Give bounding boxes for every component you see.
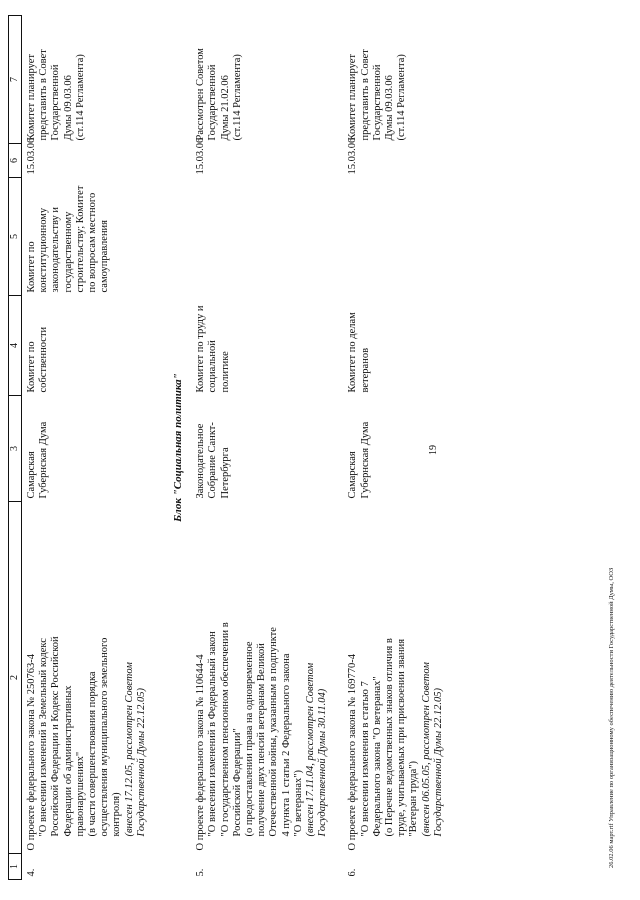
row-number: 6. [347, 868, 359, 877]
bill-submission-note: (внесен 06.05.05, рассмотрен Советом [420, 662, 432, 837]
table-row [191, 16, 343, 880]
status-line: представить в Совет [38, 49, 50, 141]
status [22, 16, 163, 144]
status-line: Думы 21.02.06 [219, 75, 231, 141]
bill-text-line: "О государственном пенсионном обеспечении в [219, 622, 231, 837]
table-body-after-section [191, 16, 459, 880]
review-date: 15.03.06 [195, 137, 207, 175]
bills-table [8, 15, 459, 880]
review-date: 15.03.06 [26, 137, 37, 175]
table-row [22, 16, 163, 880]
column-number: 2 [9, 502, 22, 854]
bill-text-line: Российской Федерации и Кодекс Российской [50, 636, 62, 837]
status-line: Рассмотрен Советом [195, 48, 207, 141]
status-line: (ст.114 Регламента) [231, 54, 243, 141]
bill-text-line: 4 пункта 1 статьи 2 Федерального закона [280, 653, 292, 837]
row-number: 4. [26, 868, 37, 877]
bill-description [343, 502, 459, 854]
status-line: Комитет планирует [347, 54, 359, 141]
initiator: Законодательное Собрание Санкт-Петербурга [195, 422, 231, 499]
column-number: 6 [9, 144, 22, 178]
bill-text-line: "О ветеранах") [292, 769, 304, 837]
status-line: Государственной [207, 64, 219, 141]
bill-text-line: (о Перечне ведомственных знаков отличия в [384, 638, 396, 837]
bill-text-line: "О внесении изменения в статью 7 [359, 681, 371, 837]
column-number: 5 [9, 178, 22, 296]
table-body-before-section [22, 16, 163, 880]
bill-text-line: (о предоставлении права на одновременное [244, 641, 256, 837]
bill-submission-note: Государственной Думы 22.12.05) [432, 688, 444, 837]
status [343, 16, 459, 144]
bill-text-line: "О внесении изменений в Земельный кодекс [38, 638, 50, 837]
section-title: Блок "Социальная политика" [172, 373, 185, 522]
bill-text-line: Федерального закона "О ветеранах" [371, 676, 383, 837]
initiator: Самарская Губернская Дума [347, 421, 371, 499]
column-number: 3 [9, 396, 22, 502]
bill-submission-note: Государственной Думы 22.12.05) [135, 688, 147, 837]
initiator: Самарская Губернская Дума [26, 421, 50, 499]
bill-submission-note: Государственной Думы 30.11.04) [317, 688, 329, 837]
status-line: Государственной [50, 64, 62, 141]
column-number-row [9, 16, 22, 880]
bill-title-line: О проекте федерального закона № 250763-4 [26, 653, 37, 851]
bill-text-line: (в части совершенствования порядка [87, 671, 99, 837]
bill-description [22, 502, 163, 854]
responsible-committee: Комитет по труду и социальной политике [195, 305, 231, 393]
responsible-committee: Комитет по собственности [26, 326, 50, 393]
bill-text-line: осуществления муниципального земельного [99, 637, 111, 837]
column-number: 7 [9, 16, 22, 144]
section-header-row [162, 16, 191, 880]
bill-text-line: труде, учитываемых при присвоении звания [396, 638, 408, 837]
status-line: Государственной [371, 64, 383, 141]
bill-text-line: контроля) [111, 792, 123, 837]
status [191, 16, 343, 144]
bill-text-line: Отечественной войны, указанным в подпункте [268, 627, 280, 837]
status-line: Комитет планирует [26, 54, 37, 141]
bill-description [191, 502, 343, 854]
column-number: 4 [9, 296, 22, 396]
status-line: Думы 09.03.06 [384, 75, 396, 141]
bill-title-line: О проекте федерального закона № 169770-4 [347, 653, 359, 851]
co-executor-committees [343, 178, 459, 296]
bill-submission-note: (внесен 17.12.05, рассмотрен Советом [123, 662, 135, 837]
status-line: Думы 09.03.06 [62, 75, 74, 141]
bill-text-line: "О внесении изменений в Федеральный закон [207, 631, 219, 837]
status-line: (ст.114 Регламента) [74, 54, 86, 141]
page-number: 19 [428, 445, 439, 455]
column-number: 1 [9, 854, 22, 880]
bill-text-line: Федерации об административных [62, 685, 74, 837]
status-line: (ст.114 Регламента) [396, 54, 408, 141]
row-number: 5. [195, 868, 207, 877]
status-line: представить в Совет [359, 49, 371, 141]
bill-text-line: правонарушениях" [74, 751, 86, 837]
footer-text: 26.02.06 март.rtf Управление по организационному обеспечению деятельности Государственной Думы, ООЗ [608, 567, 615, 868]
co-executor-committees [191, 178, 343, 296]
responsible-committee: Комитет по делам ветеранов [347, 312, 371, 393]
bill-title-line: О проекте федерального закона № 110644-4 [195, 654, 207, 851]
bill-text-line: получение двух пенсий ветеранам Великой [256, 643, 268, 837]
review-date: 15.03.06 [347, 137, 359, 175]
co-executor-committees: Комитет по конституционному законодательству и государственному строительству; Комитет по вопросам местного самоуправления [26, 185, 111, 293]
bill-text-line: Российской Федерации" [231, 728, 243, 837]
bill-submission-note: (внесен 17.11.04, рассмотрен Советом [305, 662, 317, 837]
table-row [343, 16, 459, 880]
bill-text-line: "Ветеран труда") [408, 760, 420, 837]
